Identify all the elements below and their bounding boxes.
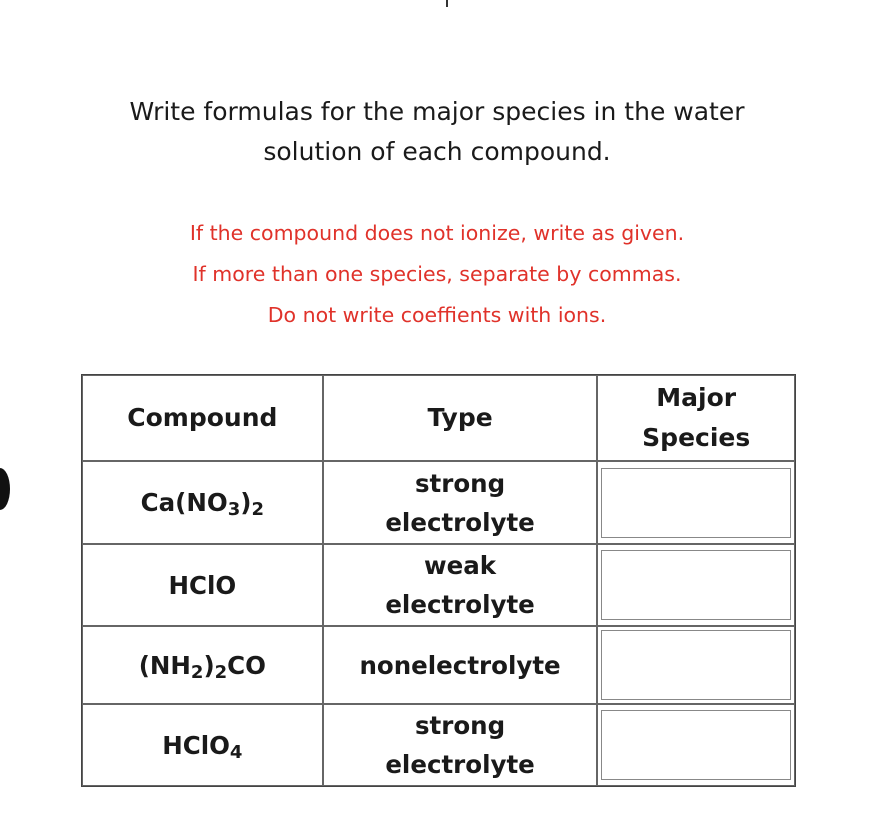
type-line-2: electrolyte	[385, 590, 535, 619]
header-major-species	[597, 375, 795, 461]
type-cell	[323, 544, 598, 626]
compound-formula	[168, 571, 236, 600]
compound-cell	[82, 704, 323, 786]
formula-text: HClO	[162, 730, 230, 760]
major-species-input[interactable]	[601, 468, 791, 538]
header-compound	[82, 375, 323, 461]
instruction-3: Do not write coeffients with ions.	[267, 303, 607, 327]
header-species-line-2: Species	[642, 423, 751, 452]
header-type	[323, 375, 598, 461]
formula-text: CO	[227, 650, 266, 680]
header-row	[82, 375, 795, 461]
instruction-1: If the compound does not ionize, write as given.	[189, 221, 685, 245]
type-line-1: weak	[424, 551, 497, 580]
question-line-1: Write formulas for the major species in the water	[129, 97, 745, 126]
header-type-label: Type	[427, 403, 493, 432]
formula-text: )	[203, 650, 215, 680]
question-text	[0, 92, 874, 172]
formula-text: (NH	[138, 650, 191, 680]
formula-text: Ca(NO	[140, 488, 228, 517]
major-species-input[interactable]	[601, 630, 791, 700]
formula-subscript: 2	[251, 499, 264, 520]
top-tick-mark	[446, 0, 448, 7]
left-edge-shape	[0, 468, 10, 510]
compound-formula	[138, 650, 266, 683]
header-compound-label: Compound	[127, 403, 278, 432]
formula-subscript: 2	[190, 661, 204, 683]
compound-formula	[140, 488, 264, 520]
type-line-2: electrolyte	[385, 750, 535, 779]
table-row	[82, 704, 795, 786]
instruction-2: If more than one species, separate by commas.	[192, 262, 682, 286]
header-species-line-1: Major	[656, 383, 737, 412]
table-row	[82, 544, 795, 626]
compound-cell	[82, 626, 323, 704]
formula-subscript: 3	[227, 499, 241, 520]
type-cell	[323, 704, 598, 786]
type-cell	[323, 626, 598, 704]
type-line-1: nonelectrolyte	[359, 650, 561, 680]
type-line-1: strong	[414, 468, 506, 498]
formula-text: HClO	[168, 570, 237, 600]
question-line-2: solution of each compound.	[263, 137, 611, 166]
formula-subscript: 2	[214, 661, 228, 683]
table-row	[82, 626, 795, 704]
answer-cell	[597, 544, 795, 626]
table-row	[82, 461, 795, 544]
species-table	[81, 374, 796, 787]
formula-text: )	[240, 488, 252, 517]
answer-cell	[597, 704, 795, 786]
compound-cell	[82, 461, 323, 544]
compound-formula	[162, 730, 243, 763]
compound-cell	[82, 544, 323, 626]
type-cell	[323, 461, 598, 544]
type-line-1: strong	[414, 711, 506, 740]
major-species-input[interactable]	[601, 710, 791, 780]
major-species-input[interactable]	[601, 550, 791, 620]
answer-cell	[597, 626, 795, 704]
instructions	[0, 213, 874, 336]
type-line-2: electrolyte	[385, 507, 535, 537]
formula-subscript: 4	[229, 741, 243, 763]
answer-cell	[597, 461, 795, 544]
